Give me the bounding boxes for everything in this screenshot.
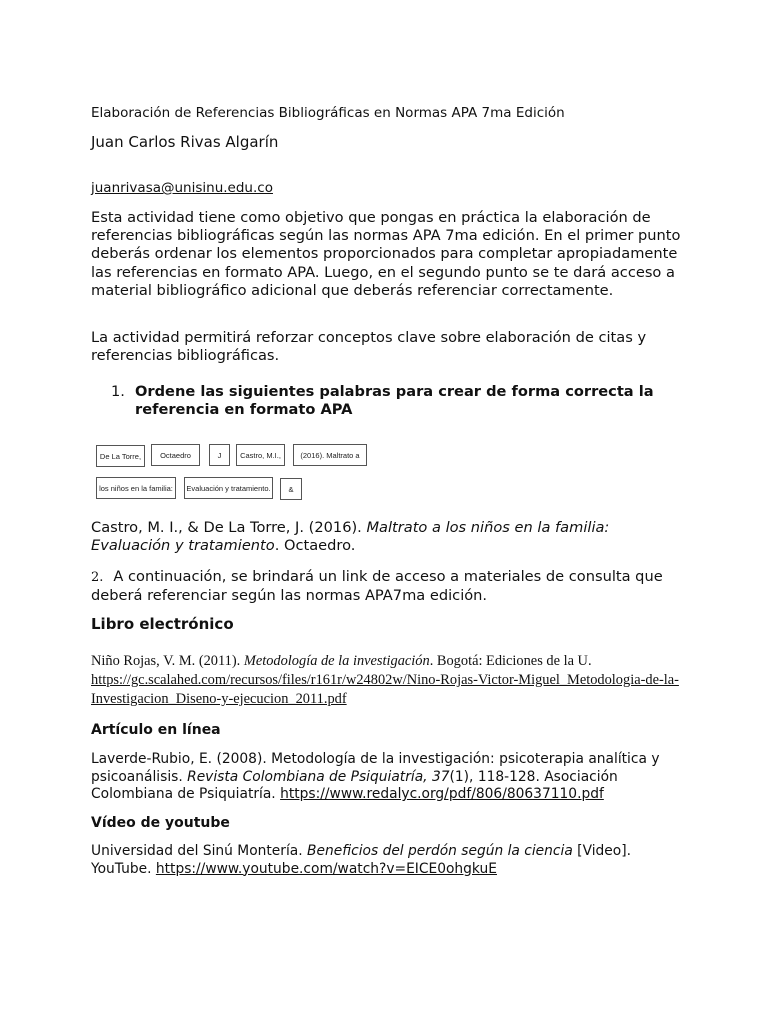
article-journal: Revista Colombiana de Psiquiatría, 37 [187,768,450,785]
answer-authors: Castro, M. I., & De La Torre, J. (2016). [91,519,367,536]
video-title: Beneficios del perdón según la ciencia [307,843,573,859]
ebook-title: Metodología de la investigación [243,653,430,669]
video-type: [Video]. YouTube. [91,843,631,877]
word-box: Octaedro [151,444,200,466]
item1-instruction [111,383,683,419]
ebook-reference [91,652,681,709]
video-heading: Vídeo de youtube [91,815,230,831]
document-title: Elaboración de Referencias Bibliográficas en Normas APA 7ma Edición [91,105,565,121]
intro-paragraph-2: La actividad permitirá reforzar conceptos clave sobre elaboración de citas y referencias bibliográficas. [91,329,647,365]
article-authors: Laverde-Rubio, E. (2008). Metodología de la investigación: psicoterapia analítica y psicoanálisis. [91,751,660,785]
ebook-url-link[interactable]: https://gc.scalahed.com/recursos/files/r161r/w24802w/Nino-Rojas-Victor-Miguel_Metodologia-de-la-Investigacion_Diseno-y-ejecucion_2011.pdf [91,672,679,707]
author-name: Juan Carlos Rivas Algarín [91,133,279,151]
author-email-link[interactable]: juanrivasa@unisinu.edu.co [91,180,273,196]
answer-publisher: . Octaedro. [274,537,356,555]
answer-reference [91,519,681,555]
video-url-link[interactable]: https://www.youtube.com/watch?v=EICE0ohgkuE [155,860,497,877]
item2-number: 2. [91,570,104,585]
intro-paragraph: Esta actividad tiene como objetivo que pongas en práctica la elaboración de referencias bibliográficas según las normas APA 7ma edición. En el primer punto deberás ordenar los elementos proporcionados para completar apropiadamente las referencias en formato APA. Luego, en el segundo punto se te dará acceso a material bibliográfico adicional que deberás referenciar correctamente. [91,209,681,299]
word-box: Evaluación y tratamiento. [184,477,273,499]
article-issue-pages: (1), 118-128. Asociación Colombiana de Psiquiatría. [91,768,618,802]
article-url-link[interactable]: https://www.redalyc.org/pdf/806/80637110.pdf [280,786,604,802]
ebook-authors: Niño Rojas, V. M. (2011). [91,653,244,669]
answer-title: Maltrato a los niños en la familia: Evaluación y tratamiento [91,519,610,555]
item2-paragraph [91,568,681,605]
word-box: los niños en la familia: [96,477,176,499]
item2-text: A continuación, se brindará un link de acceso a materiales de consulta que deberá referenciar según las normas APA7ma edición. [91,568,663,605]
article-heading: Artículo en línea [91,722,221,738]
word-box: (2016). Maltrato a [293,444,367,466]
word-box: De La Torre, [96,445,145,467]
ebook-heading: Libro electrónico [91,615,234,633]
word-box: J [209,444,230,466]
word-boxes-image [96,436,371,502]
article-reference [91,751,681,804]
word-box: & [280,478,302,500]
item1-number: 1. [111,383,125,400]
word-box: Castro, M.I., [236,444,285,466]
video-reference [91,843,681,878]
video-author: Universidad del Sinú Montería. [91,843,308,859]
ebook-publisher: . Bogotá: Ediciones de la U. [429,653,592,669]
item1-instruction-text: Ordene las siguientes palabras para crear de forma correcta la referencia en formato APA [135,383,654,419]
